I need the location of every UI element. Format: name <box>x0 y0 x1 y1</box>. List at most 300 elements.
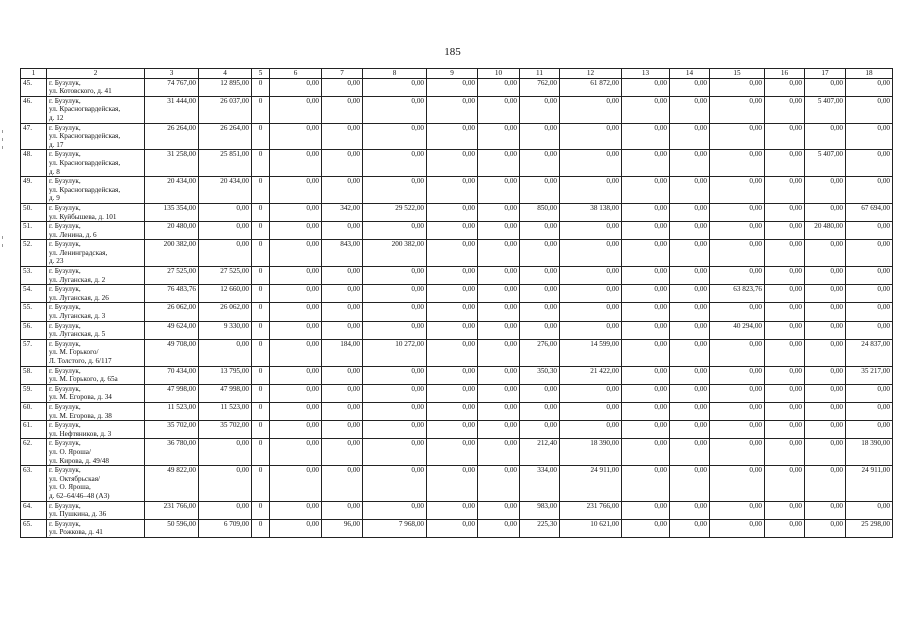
value-cell: 0,00 <box>622 123 670 150</box>
value-cell: 0 <box>252 78 270 96</box>
value-cell: 0,00 <box>622 267 670 285</box>
table-row <box>21 96 893 123</box>
value-cell: 0,00 <box>520 240 560 267</box>
address-line: г. Бузулук, <box>49 339 81 348</box>
column-header: 16 <box>765 69 805 79</box>
row-number: 46. <box>21 96 47 123</box>
value-cell: 0 <box>252 303 270 321</box>
value-cell: 0,00 <box>765 285 805 303</box>
value-cell: 0,00 <box>765 366 805 384</box>
table-row <box>21 222 893 240</box>
row-number: 60. <box>21 402 47 420</box>
address-line: ул. Красногвардейская, <box>49 185 121 194</box>
address-cell <box>47 78 145 96</box>
value-cell: 0,00 <box>322 421 363 439</box>
value-cell: 0,00 <box>805 466 846 501</box>
address-cell <box>47 203 145 221</box>
value-cell: 0,00 <box>622 78 670 96</box>
address-line: ул. Ленинградская, <box>49 248 108 257</box>
value-cell: 0,00 <box>710 501 765 519</box>
table-row <box>21 421 893 439</box>
value-cell: 13 795,00 <box>199 366 252 384</box>
column-header: 6 <box>270 69 322 79</box>
value-cell: 0,00 <box>427 96 478 123</box>
value-cell: 983,00 <box>520 501 560 519</box>
value-cell: 29 522,00 <box>363 203 427 221</box>
row-number: 56. <box>21 321 47 339</box>
value-cell: 0,00 <box>622 501 670 519</box>
value-cell: 0,00 <box>765 222 805 240</box>
value-cell: 0,00 <box>478 203 520 221</box>
row-number: 45. <box>21 78 47 96</box>
value-cell: 5 407,00 <box>805 96 846 123</box>
value-cell: 0,00 <box>363 321 427 339</box>
table-row <box>21 384 893 402</box>
value-cell: 49 822,00 <box>145 466 199 501</box>
value-cell: 0,00 <box>846 240 893 267</box>
address-line: г. Бузулук, <box>49 384 81 393</box>
value-cell: 0,00 <box>622 421 670 439</box>
column-header: 12 <box>560 69 622 79</box>
row-number: 58. <box>21 366 47 384</box>
value-cell: 0,00 <box>560 222 622 240</box>
value-cell: 0,00 <box>765 519 805 537</box>
value-cell: 0,00 <box>710 203 765 221</box>
value-cell: 31 444,00 <box>145 96 199 123</box>
row-number: 55. <box>21 303 47 321</box>
value-cell: 0,00 <box>322 402 363 420</box>
value-cell: 0,00 <box>270 150 322 177</box>
value-cell: 0,00 <box>846 303 893 321</box>
value-cell: 24 837,00 <box>846 339 893 366</box>
address-line: г. Бузулук, <box>49 366 81 375</box>
value-cell: 200 382,00 <box>145 240 199 267</box>
value-cell: 0,00 <box>520 177 560 204</box>
value-cell: 7 968,00 <box>363 519 427 537</box>
value-cell: 0,00 <box>199 439 252 466</box>
row-number: 61. <box>21 421 47 439</box>
value-cell: 0 <box>252 177 270 204</box>
value-cell: 0,00 <box>560 96 622 123</box>
value-cell: 0,00 <box>363 439 427 466</box>
value-cell: 18 390,00 <box>560 439 622 466</box>
value-cell: 12 660,00 <box>199 285 252 303</box>
value-cell: 0,00 <box>670 222 710 240</box>
address-line: г. Бузулук, <box>49 123 81 132</box>
value-cell: 0,00 <box>478 321 520 339</box>
value-cell: 0,00 <box>322 177 363 204</box>
value-cell: 0,00 <box>322 439 363 466</box>
value-cell: 20 480,00 <box>805 222 846 240</box>
table-row <box>21 402 893 420</box>
value-cell: 0,00 <box>710 366 765 384</box>
value-cell: 0,00 <box>427 240 478 267</box>
address-cell <box>47 222 145 240</box>
value-cell: 0,00 <box>765 339 805 366</box>
address-cell <box>47 96 145 123</box>
value-cell: 0,00 <box>520 384 560 402</box>
value-cell: 0 <box>252 240 270 267</box>
value-cell: 5 407,00 <box>805 150 846 177</box>
address-line: г. Бузулук, <box>49 501 81 510</box>
value-cell: 0,00 <box>478 177 520 204</box>
address-line: ул. Красногвардейская, <box>49 105 121 114</box>
value-cell: 0 <box>252 123 270 150</box>
value-cell: 0,00 <box>805 203 846 221</box>
value-cell: 0,00 <box>322 321 363 339</box>
value-cell: 18 390,00 <box>846 439 893 466</box>
value-cell: 0,00 <box>199 339 252 366</box>
value-cell: 50 596,00 <box>145 519 199 537</box>
value-cell: 40 294,00 <box>710 321 765 339</box>
address-line: д. 62–64/46–48 (А3) <box>49 491 110 500</box>
value-cell: 0,00 <box>710 267 765 285</box>
value-cell: 350,30 <box>520 366 560 384</box>
value-cell: 0,00 <box>478 96 520 123</box>
value-cell: 0,00 <box>710 177 765 204</box>
value-cell: 0,00 <box>622 439 670 466</box>
address-cell <box>47 366 145 384</box>
table-row <box>21 285 893 303</box>
value-cell: 0,00 <box>270 519 322 537</box>
address-line: Л. Толстого, д. 6/117 <box>49 357 112 365</box>
value-cell: 0,00 <box>765 177 805 204</box>
address-cell <box>47 321 145 339</box>
value-cell: 11 523,00 <box>199 402 252 420</box>
value-cell: 0,00 <box>765 123 805 150</box>
address-line: г. Бузулук, <box>49 240 81 249</box>
value-cell: 0,00 <box>622 303 670 321</box>
value-cell: 49 708,00 <box>145 339 199 366</box>
value-cell: 0,00 <box>805 177 846 204</box>
table-row <box>21 123 893 150</box>
value-cell: 0,00 <box>670 402 710 420</box>
value-cell: 0,00 <box>427 466 478 501</box>
value-cell: 0,00 <box>765 303 805 321</box>
value-cell: 0,00 <box>622 203 670 221</box>
value-cell: 0,00 <box>710 421 765 439</box>
table-row <box>21 519 893 537</box>
address-line: ул. М. Егорова, д. 38 <box>49 411 112 420</box>
value-cell: 0,00 <box>478 150 520 177</box>
address-line: ул. Ленина, д. 6 <box>49 230 97 239</box>
value-cell: 47 998,00 <box>199 384 252 402</box>
value-cell: 0,00 <box>670 240 710 267</box>
row-number: 48. <box>21 150 47 177</box>
value-cell: 0,00 <box>846 421 893 439</box>
value-cell: 24 911,00 <box>846 466 893 501</box>
value-cell: 10 272,00 <box>363 339 427 366</box>
value-cell: 0,00 <box>427 366 478 384</box>
value-cell: 0 <box>252 402 270 420</box>
address-cell <box>47 150 145 177</box>
value-cell: 0,00 <box>199 240 252 267</box>
value-cell: 0,00 <box>478 384 520 402</box>
value-cell: 0,00 <box>622 222 670 240</box>
value-cell: 0,00 <box>199 222 252 240</box>
value-cell: 35 702,00 <box>199 421 252 439</box>
value-cell: 200 382,00 <box>363 240 427 267</box>
row-number: 57. <box>21 339 47 366</box>
value-cell: 0,00 <box>710 150 765 177</box>
value-cell: 0,00 <box>427 519 478 537</box>
value-cell: 0,00 <box>670 203 710 221</box>
value-cell: 184,00 <box>322 339 363 366</box>
value-cell: 0,00 <box>846 501 893 519</box>
value-cell: 0,00 <box>622 285 670 303</box>
value-cell: 0,00 <box>270 366 322 384</box>
value-cell: 0,00 <box>670 123 710 150</box>
value-cell: 0,00 <box>270 285 322 303</box>
address-line: ул. М. Горького/ <box>49 348 99 357</box>
value-cell: 0,00 <box>846 177 893 204</box>
address-line: г. Бузулук, <box>49 303 81 312</box>
value-cell: 26 264,00 <box>199 123 252 150</box>
value-cell: 0,00 <box>765 78 805 96</box>
value-cell: 762,00 <box>520 78 560 96</box>
value-cell: 0,00 <box>765 203 805 221</box>
value-cell: 0,00 <box>846 78 893 96</box>
value-cell: 27 525,00 <box>199 267 252 285</box>
value-cell: 0,00 <box>427 501 478 519</box>
value-cell: 0,00 <box>622 339 670 366</box>
value-cell: 0 <box>252 339 270 366</box>
address-line: ул. Котовского, д. 41 <box>49 87 112 96</box>
value-cell: 0,00 <box>765 501 805 519</box>
value-cell: 0,00 <box>670 177 710 204</box>
value-cell: 0,00 <box>622 519 670 537</box>
value-cell: 20 434,00 <box>145 177 199 204</box>
value-cell: 21 422,00 <box>560 366 622 384</box>
value-cell: 0 <box>252 519 270 537</box>
value-cell: 0,00 <box>805 78 846 96</box>
value-cell: 0,00 <box>710 339 765 366</box>
value-cell: 0,00 <box>765 384 805 402</box>
value-cell: 0,00 <box>710 384 765 402</box>
column-header: 11 <box>520 69 560 79</box>
value-cell: 0,00 <box>322 222 363 240</box>
value-cell: 10 621,00 <box>560 519 622 537</box>
value-cell: 0,00 <box>363 384 427 402</box>
value-cell: 0,00 <box>765 402 805 420</box>
address-line: г. Бузулук, <box>49 402 81 411</box>
value-cell: 0 <box>252 267 270 285</box>
value-cell: 0,00 <box>363 267 427 285</box>
value-cell: 0,00 <box>846 222 893 240</box>
value-cell: 26 062,00 <box>145 303 199 321</box>
value-cell: 0,00 <box>478 339 520 366</box>
value-cell: 850,00 <box>520 203 560 221</box>
value-cell: 0 <box>252 421 270 439</box>
value-cell: 0,00 <box>710 439 765 466</box>
address-line: г. Бузулук, <box>49 439 81 448</box>
value-cell: 0,00 <box>427 303 478 321</box>
value-cell: 0,00 <box>478 439 520 466</box>
row-number: 62. <box>21 439 47 466</box>
value-cell: 0,00 <box>622 321 670 339</box>
value-cell: 0 <box>252 150 270 177</box>
address-line: г. Бузулук, <box>49 222 81 231</box>
value-cell: 0 <box>252 384 270 402</box>
value-cell: 0,00 <box>622 177 670 204</box>
value-cell: 0,00 <box>670 366 710 384</box>
value-cell: 49 624,00 <box>145 321 199 339</box>
address-line: г. Бузулук, <box>49 285 81 294</box>
address-line: ул. Красногвардейская, <box>49 158 121 167</box>
value-cell: 0 <box>252 501 270 519</box>
column-header: 3 <box>145 69 199 79</box>
value-cell: 0,00 <box>520 267 560 285</box>
value-cell: 0,00 <box>270 339 322 366</box>
table-row <box>21 466 893 501</box>
address-cell <box>47 285 145 303</box>
value-cell: 0,00 <box>670 519 710 537</box>
address-line: ул. Луганская, д. 26 <box>49 293 109 302</box>
value-cell: 0,00 <box>478 402 520 420</box>
address-cell <box>47 303 145 321</box>
address-line: ул. Куйбышева, д. 101 <box>49 212 117 221</box>
address-line: ул. М. Егорова, д. 34 <box>49 393 112 402</box>
column-header: 1 <box>21 69 47 79</box>
table-row <box>21 303 893 321</box>
column-header: 10 <box>478 69 520 79</box>
value-cell: 334,00 <box>520 466 560 501</box>
value-cell: 0,00 <box>322 303 363 321</box>
address-line: ул. Кирова, д. 49/48 <box>49 456 109 465</box>
address-line: г. Бузулук, <box>49 321 81 330</box>
value-cell: 67 694,00 <box>846 203 893 221</box>
value-cell: 0,00 <box>805 267 846 285</box>
address-cell <box>47 123 145 150</box>
value-cell: 0,00 <box>520 285 560 303</box>
table-row <box>21 501 893 519</box>
value-cell: 0,00 <box>622 150 670 177</box>
value-cell: 63 823,76 <box>710 285 765 303</box>
value-cell: 47 998,00 <box>145 384 199 402</box>
row-number: 50. <box>21 203 47 221</box>
value-cell: 0,00 <box>363 501 427 519</box>
value-cell: 0,00 <box>520 303 560 321</box>
value-cell: 0,00 <box>520 222 560 240</box>
value-cell: 0,00 <box>710 123 765 150</box>
address-line: ул. Октябрьская/ <box>49 474 100 483</box>
address-cell <box>47 439 145 466</box>
address-line: г. Бузулук, <box>49 519 81 528</box>
value-cell: 0,00 <box>427 421 478 439</box>
value-cell: 0,00 <box>560 150 622 177</box>
value-cell: 231 766,00 <box>560 501 622 519</box>
column-header: 17 <box>805 69 846 79</box>
value-cell: 0,00 <box>560 384 622 402</box>
address-line: д. 23 <box>49 257 64 266</box>
value-cell: 0,00 <box>805 366 846 384</box>
row-number: 63. <box>21 466 47 501</box>
row-number: 52. <box>21 240 47 267</box>
value-cell: 0,00 <box>427 267 478 285</box>
address-line: ул. Нефтяников, д. 3 <box>49 429 112 438</box>
value-cell: 0,00 <box>765 150 805 177</box>
value-cell: 0,00 <box>765 466 805 501</box>
value-cell: 0,00 <box>427 177 478 204</box>
address-cell <box>47 240 145 267</box>
value-cell: 0,00 <box>805 519 846 537</box>
value-cell: 9 330,00 <box>199 321 252 339</box>
value-cell: 0,00 <box>805 421 846 439</box>
value-cell: 26 264,00 <box>145 123 199 150</box>
value-cell: 135 354,00 <box>145 203 199 221</box>
value-cell: 0,00 <box>710 240 765 267</box>
address-line: д. 9 <box>49 194 60 203</box>
value-cell: 24 911,00 <box>560 466 622 501</box>
address-cell <box>47 339 145 366</box>
column-header: 7 <box>322 69 363 79</box>
value-cell: 0,00 <box>670 285 710 303</box>
table-body <box>21 78 893 537</box>
value-cell: 0 <box>252 222 270 240</box>
value-cell: 231 766,00 <box>145 501 199 519</box>
table-row <box>21 321 893 339</box>
value-cell: 0,00 <box>670 384 710 402</box>
value-cell: 0,00 <box>670 303 710 321</box>
value-cell: 12 895,00 <box>199 78 252 96</box>
value-cell: 0,00 <box>270 222 322 240</box>
value-cell: 35 702,00 <box>145 421 199 439</box>
value-cell: 0 <box>252 366 270 384</box>
value-cell: 36 780,00 <box>145 439 199 466</box>
value-cell: 0,00 <box>427 339 478 366</box>
value-cell: 0,00 <box>560 240 622 267</box>
value-cell: 0,00 <box>363 177 427 204</box>
value-cell: 0,00 <box>270 384 322 402</box>
value-cell: 0,00 <box>805 439 846 466</box>
address-line: ул. О. Яроша, <box>49 483 91 492</box>
value-cell: 0,00 <box>710 519 765 537</box>
value-cell: 0,00 <box>270 421 322 439</box>
table-row <box>21 177 893 204</box>
value-cell: 0,00 <box>560 421 622 439</box>
address-line: ул. М. Горького, д. 65а <box>49 375 118 384</box>
value-cell: 0,00 <box>846 96 893 123</box>
value-cell: 0,00 <box>363 303 427 321</box>
address-line: г. Бузулук, <box>49 421 81 430</box>
value-cell: 0,00 <box>670 96 710 123</box>
value-cell: 0,00 <box>805 303 846 321</box>
value-cell: 0,00 <box>846 267 893 285</box>
value-cell: 0,00 <box>670 421 710 439</box>
value-cell: 0,00 <box>765 321 805 339</box>
value-cell: 0,00 <box>322 267 363 285</box>
value-cell: 20 480,00 <box>145 222 199 240</box>
address-line: ул. Луганская, д. 3 <box>49 312 106 321</box>
value-cell: 0 <box>252 439 270 466</box>
value-cell: 0,00 <box>322 285 363 303</box>
address-line: г. Бузулук, <box>49 267 81 276</box>
address-line: ул. Луганская, д. 5 <box>49 330 106 339</box>
value-cell: 0,00 <box>710 78 765 96</box>
value-cell: 0,00 <box>478 303 520 321</box>
value-cell: 0,00 <box>622 366 670 384</box>
value-cell: 0,00 <box>199 203 252 221</box>
value-cell: 0,00 <box>846 285 893 303</box>
value-cell: 0,00 <box>846 150 893 177</box>
value-cell: 212,40 <box>520 439 560 466</box>
value-cell: 0,00 <box>199 501 252 519</box>
value-cell: 0,00 <box>363 402 427 420</box>
value-cell: 0,00 <box>805 321 846 339</box>
table-row <box>21 339 893 366</box>
value-cell: 0,00 <box>622 384 670 402</box>
value-cell: 0,00 <box>846 123 893 150</box>
